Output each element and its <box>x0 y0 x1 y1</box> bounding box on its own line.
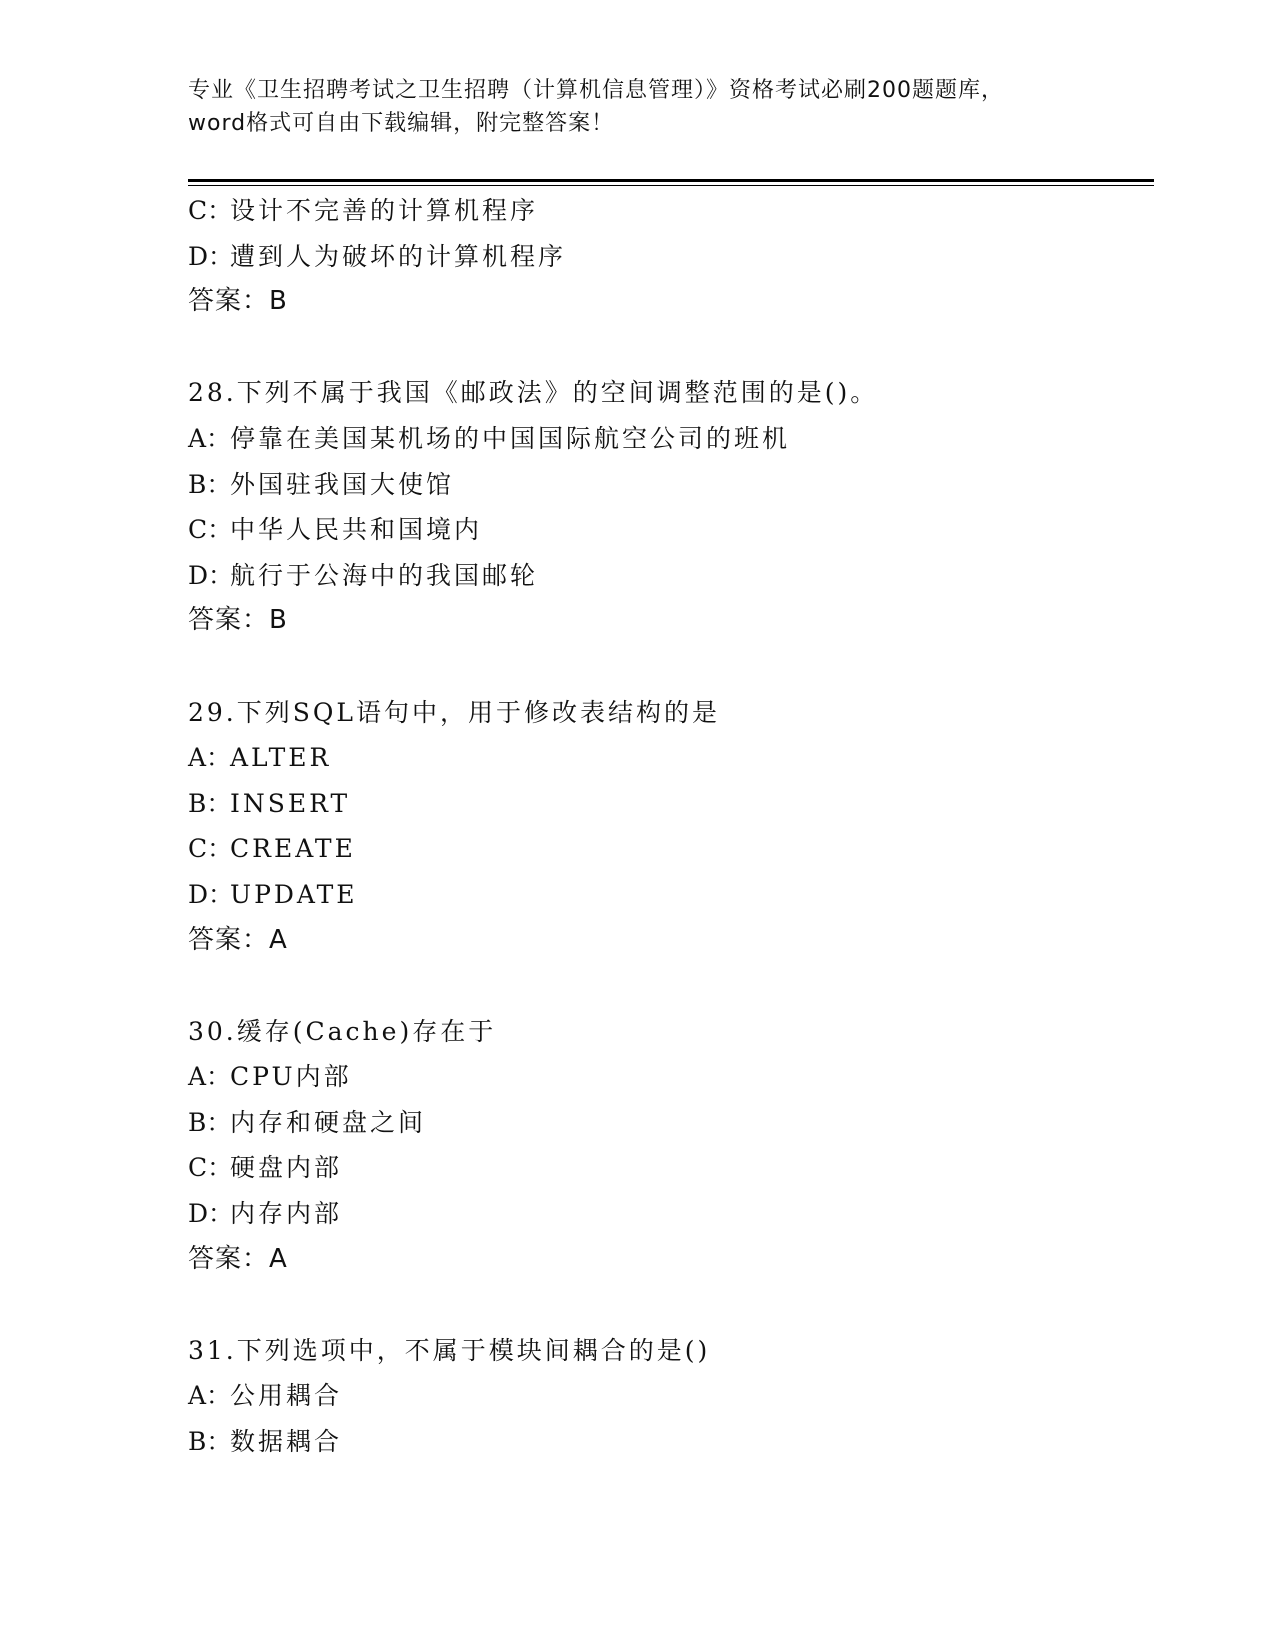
option-text: CREATE <box>230 834 356 864</box>
option-label: C： <box>188 834 233 864</box>
option-c <box>188 1145 1148 1191</box>
option-text: 外国驻我国大使馆 <box>230 469 455 499</box>
option-label: D： <box>188 560 234 590</box>
spacer <box>188 1282 1148 1328</box>
option-a <box>188 1054 1148 1100</box>
option-b <box>188 781 1148 827</box>
option-b <box>188 462 1148 508</box>
option-c <box>188 826 1148 872</box>
option-text: 停靠在美国某机场的中国国际航空公司的班机 <box>230 423 791 453</box>
option-c <box>188 188 1148 234</box>
option-text: 航行于公海中的我国邮轮 <box>230 560 539 590</box>
option-label: B： <box>188 788 232 818</box>
option-a <box>188 1373 1148 1419</box>
option-d <box>188 553 1148 599</box>
option-label: B： <box>188 1427 232 1457</box>
option-label: B： <box>188 469 232 499</box>
option-label: C： <box>188 1153 233 1183</box>
option-text: UPDATE <box>230 879 358 909</box>
header-title-line-2: word格式可自由下载编辑，附完整答案！ <box>188 111 615 136</box>
option-label: A： <box>188 423 232 453</box>
option-text: 中华人民共和国境内 <box>230 515 483 545</box>
option-text: 设计不完善的计算机程序 <box>230 196 539 225</box>
question-stem: 28.下列不属于我国《邮政法》的空间调整范围的是()。 <box>188 378 879 408</box>
option-d <box>188 234 1148 280</box>
header-divider-thin <box>188 185 1154 186</box>
header-title-line-1: 专业《卫生招聘考试之卫生招聘（计算机信息管理）》资格考试必刷200题题库， <box>188 78 1004 103</box>
option-text: 遭到人为破坏的计算机程序 <box>230 241 567 271</box>
answer-line: 答案：B <box>188 605 288 636</box>
option-a <box>188 735 1148 781</box>
option-b <box>188 1100 1148 1146</box>
option-text: 硬盘内部 <box>230 1153 343 1183</box>
option-label: C： <box>188 196 233 225</box>
spacer <box>188 325 1148 371</box>
answer-line: 答案：A <box>188 924 288 955</box>
option-d <box>188 1191 1148 1237</box>
option-c <box>188 507 1148 553</box>
option-label: A： <box>188 743 232 773</box>
question-stem: 31.下列选项中，不属于模块间耦合的是() <box>188 1335 711 1365</box>
option-label: D： <box>188 1199 234 1229</box>
question-content <box>188 188 1148 1465</box>
option-label: C： <box>188 515 233 545</box>
spacer <box>188 963 1148 1009</box>
option-label: B： <box>188 1107 232 1137</box>
option-label: A： <box>188 1381 232 1411</box>
option-text: 公用耦合 <box>230 1381 343 1411</box>
option-text: CPU内部 <box>230 1062 352 1092</box>
option-a <box>188 416 1148 462</box>
question-stem: 29.下列SQL语句中，用于修改表结构的是 <box>188 697 720 727</box>
option-b <box>188 1419 1148 1465</box>
option-text: 数据耦合 <box>230 1427 343 1457</box>
question-stem: 30.缓存(Cache)存在于 <box>188 1016 497 1046</box>
option-d <box>188 872 1148 918</box>
answer-line: 答案：A <box>188 1243 288 1274</box>
answer-line: 答案：B <box>188 286 288 317</box>
option-text: ALTER <box>230 743 332 773</box>
option-text: 内存和硬盘之间 <box>230 1107 427 1137</box>
option-text: INSERT <box>230 788 351 818</box>
spacer <box>188 644 1148 690</box>
option-label: D： <box>188 241 234 271</box>
option-label: A： <box>188 1062 232 1092</box>
document-header <box>188 74 1088 140</box>
header-divider-thick <box>188 179 1154 182</box>
option-label: D： <box>188 879 234 909</box>
option-text: 内存内部 <box>230 1199 343 1229</box>
